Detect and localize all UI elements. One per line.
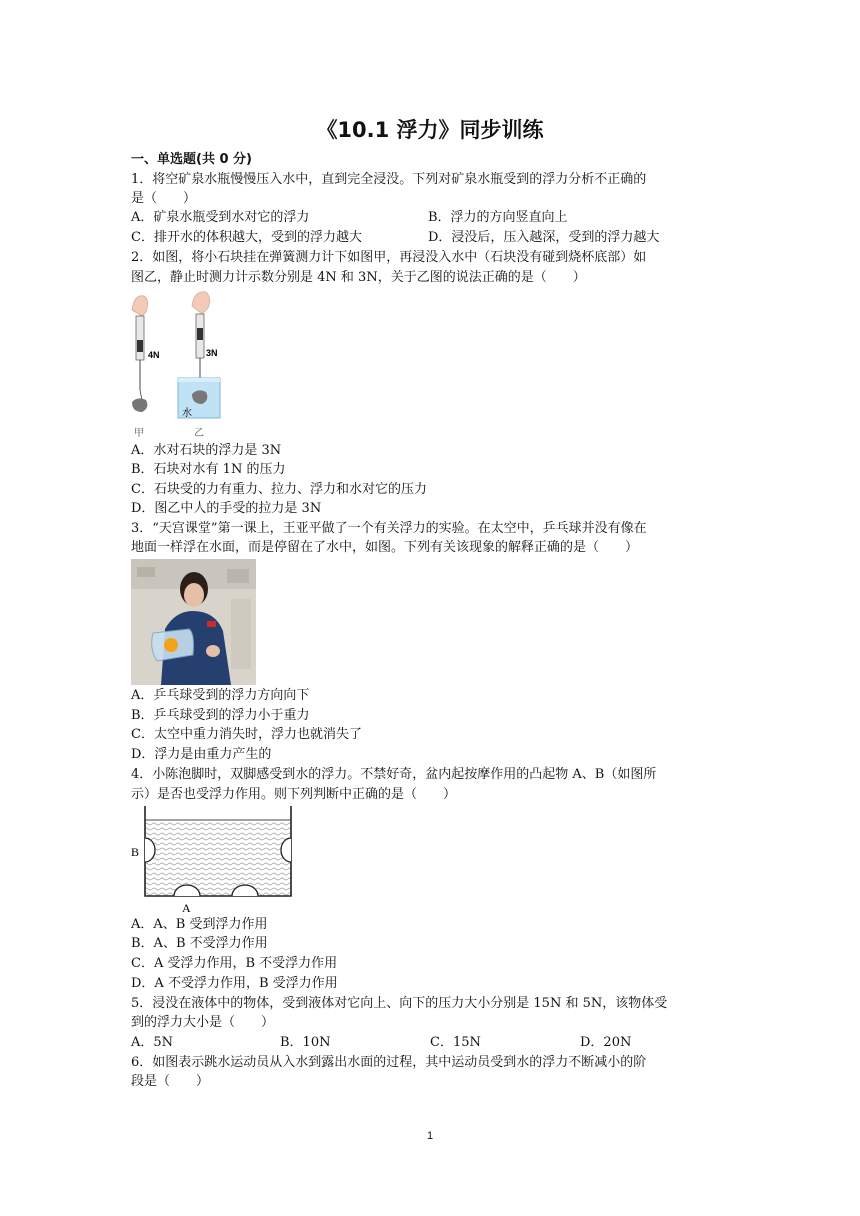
q1-option-c: C．排开水的体积越大，受到的浮力越大: [131, 230, 362, 245]
q5-option-a: A．5N: [131, 1035, 174, 1050]
q1-option-d: D．浸没后，压入越深，受到的浮力越大: [428, 230, 660, 245]
q2-option-a: A．水对石块的浮力是 3N: [131, 443, 282, 458]
q2-fig-reading-jia: 4N: [148, 350, 160, 360]
q5-stem-line-1: 5．浸没在液体中的物体，受到液体对它向上、向下的压力大小分别是 15N 和 5N，该物体受: [131, 996, 668, 1011]
q6-stem-line-2: 段是（ ）: [131, 1074, 210, 1089]
q4-basin-figure: [128, 806, 298, 914]
q2-option-b: B．石块对水有 1N 的压力: [131, 462, 286, 477]
q4-stem-line-1: 4．小陈泡脚时，双脚感受到水的浮力。不禁好奇，盆内起按摩作用的凸起物 A、B（如图所: [131, 767, 657, 782]
q3-option-d: D．浮力是由重力产生的: [131, 747, 272, 762]
q5-stem-line-2: 到的浮力大小是（ ）: [131, 1015, 275, 1030]
q2-stem-line-1: 2．如图，将小石块挂在弹簧测力计下如图甲，再浸没入水中（石块没有碰到烧杯底部）如: [131, 250, 647, 265]
q3-option-a: A．乒乓球受到的浮力方向向下: [131, 688, 310, 703]
q3-option-c: C．太空中重力消失时，浮力也就消失了: [131, 727, 362, 742]
q2-option-d: D．图乙中人的手受的拉力是 3N: [131, 501, 322, 516]
ping-pong-ball: [164, 638, 178, 652]
q4-fig-label-a: A: [182, 901, 191, 914]
q4-option-b: B．A、B 不受浮力作用: [131, 936, 268, 951]
q2-stem-line-2: 图乙，静止时测力计示数分别是 4N 和 3N，关于乙图的说法正确的是（ ）: [131, 270, 586, 285]
stone-jia: [132, 398, 147, 412]
q4-option-d: D．A 不受浮力作用，B 受浮力作用: [131, 976, 338, 991]
q2-fig-label-yi: 乙: [194, 428, 204, 439]
q4-option-a: A．A、B 受到浮力作用: [131, 917, 268, 932]
q3-space-station-photo: [131, 559, 256, 685]
q1-option-a: A．矿泉水瓶受到水对它的浮力: [131, 210, 310, 225]
q1-stem-line-1: 1．将空矿泉水瓶慢慢压入水中，直到完全浸没。下列对矿泉水瓶受到的浮力分析不正确的: [131, 172, 647, 187]
q1-option-b: B．浮力的方向竖直向上: [428, 210, 568, 225]
spring-scale-jia: [136, 316, 144, 360]
section-heading: 一、单选题(共 0 分): [131, 152, 252, 167]
q4-stem-line-2: 示）是否也受浮力作用。则下列判断中正确的是（ ）: [131, 787, 457, 802]
q4-option-c: C．A 受浮力作用，B 不受浮力作用: [131, 956, 338, 971]
q3-stem-line-1: 3．“天宫课堂”第一课上，王亚平做了一个有关浮力的实验。在太空中，乒乓球并没有像在: [131, 521, 647, 536]
water-body: [145, 820, 291, 896]
q5-option-c: C．15N: [430, 1035, 481, 1050]
q2-fig-label-jia: 甲: [134, 428, 144, 439]
q1-stem-line-2: 是（ ）: [131, 191, 197, 206]
hand-icon: [132, 296, 148, 316]
q2-fig-reading-yi: 3N: [206, 348, 218, 358]
q2-option-c: C．石块受的力有重力、拉力、浮力和水对它的压力: [131, 482, 427, 497]
q5-option-b: B．10N: [280, 1035, 331, 1050]
q4-fig-label-b: B: [131, 845, 140, 859]
page-title: 《10.1 浮力》同步训练: [316, 118, 544, 142]
hand-icon: [192, 292, 210, 314]
q2-spring-scale-figure: [128, 290, 238, 440]
page-number: 1: [426, 1130, 434, 1142]
q3-option-b: B．乒乓球受到的浮力小于重力: [131, 708, 310, 723]
q6-stem-line-1: 6．如图表示跳水运动员从入水到露出水面的过程，其中运动员受到水的浮力不断减小的阶: [131, 1055, 647, 1070]
q3-stem-line-2: 地面一样浮在水面，而是停留在了水中，如图。下列有关该现象的解释正确的是（ ）: [131, 540, 639, 555]
flag-patch: [207, 621, 216, 627]
q5-option-d: D．20N: [580, 1035, 632, 1050]
q2-fig-water-label: 水: [182, 408, 192, 419]
